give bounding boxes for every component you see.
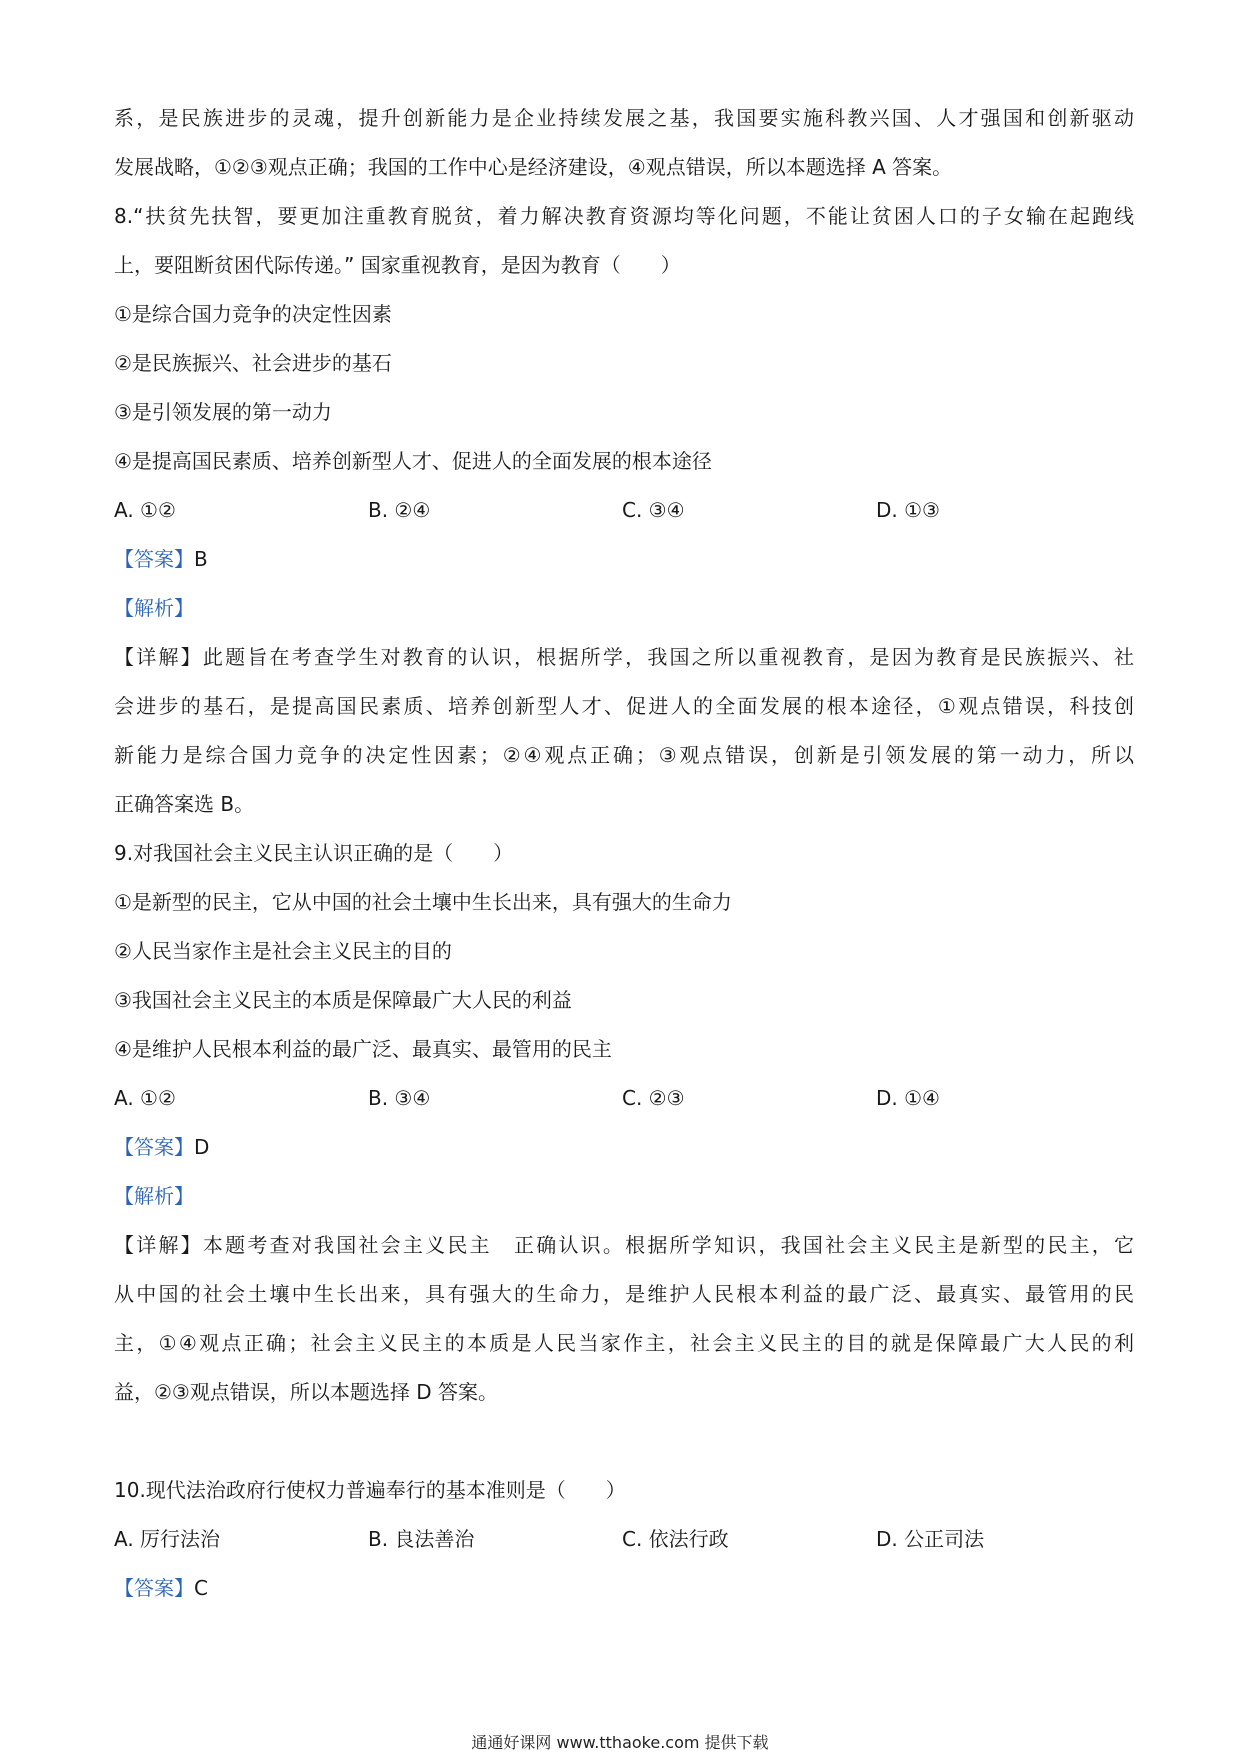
q8-answer-value: B bbox=[194, 547, 208, 571]
q9-option-c: C. ②③ bbox=[622, 1086, 685, 1110]
q9-detail-line-1 bbox=[114, 1231, 1134, 1259]
q8-detail-line-1 bbox=[114, 643, 1134, 671]
q9-detail-line-4: 益，②③观点错误，所以本题选择 D 答案。 bbox=[114, 1380, 498, 1404]
q10-answer-tag: 【答案】 bbox=[114, 1576, 194, 1600]
q8-answer-tag: 【答案】 bbox=[114, 547, 194, 571]
q8-option-a: A. ①② bbox=[114, 498, 176, 522]
q8-item-3: ③是引领发展的第一动力 bbox=[114, 400, 332, 424]
q8-detail-line-3: 新能力是综合国力竞争的决定性因素；②④观点正确；③观点错误，创新是引领发展的第一动力，所以 bbox=[114, 743, 1134, 767]
q9-detail-tag: 【详解】 bbox=[114, 1233, 203, 1257]
q9-item-1: ①是新型的民主，它从中国的社会土壤中生长出来，具有强大的生命力 bbox=[114, 890, 732, 914]
intro-line-2: 发展战略，①②③观点正确；我国的工作中心是经济建设，④观点错误，所以本题选择 A 答案。 bbox=[114, 155, 953, 179]
q8-stem-line-2: 上，要阻断贫困代际传递。” 国家重视教育，是因为教育（ ） bbox=[114, 253, 681, 277]
q9-item-2: ②人民当家作主是社会主义民主的目的 bbox=[114, 939, 452, 963]
q10-answer-value: C bbox=[194, 1576, 208, 1600]
q8-stem-line-1: 8.“扶贫先扶智，要更加注重教育脱贫，着力解决教育资源均等化问题，不能让贫困人口的子女输在起跑线 bbox=[114, 204, 1134, 228]
intro-line-1: 系，是民族进步的灵魂，提升创新能力是企业持续发展之基，我国要实施科教兴国、人才强国和创新驱动 bbox=[114, 106, 1134, 130]
q9-item-3: ③我国社会主义民主的本质是保障最广大人民的利益 bbox=[114, 988, 572, 1012]
q8-analysis-tag: 【解析】 bbox=[114, 596, 194, 620]
q9-option-a: A. ①② bbox=[114, 1086, 176, 1110]
q8-detail-line-4: 正确答案选 B。 bbox=[114, 792, 255, 816]
q9-option-d: D. ①④ bbox=[876, 1086, 940, 1110]
q10-option-d: D. 公正司法 bbox=[876, 1527, 985, 1551]
q8-detail-tag: 【详解】 bbox=[114, 645, 203, 669]
q8-option-d: D. ①③ bbox=[876, 498, 940, 522]
q9-analysis-line bbox=[114, 1182, 1134, 1210]
q8-detail-text-1: 此题旨在考查学生对教育的认识，根据所学，我国之所以重视教育，是因为教育是民族振兴、社 bbox=[202, 645, 1135, 669]
q9-detail-line-2: 从中国的社会土壤中生长出来，具有强大的生命力，是维护人民根本利益的最广泛、最真实、最管用的民 bbox=[114, 1282, 1134, 1306]
q9-stem: 9.对我国社会主义民主认识正确的是（ ） bbox=[114, 841, 514, 865]
q10-answer-line bbox=[114, 1574, 1134, 1602]
q8-detail-line-2: 会进步的基石，是提高国民素质、培养创新型人才、促进人的全面发展的根本途径，①观点错误，科技创 bbox=[114, 694, 1134, 718]
q9-option-b: B. ③④ bbox=[368, 1086, 431, 1110]
q9-analysis-tag: 【解析】 bbox=[114, 1184, 194, 1208]
q9-detail-line-3: 主，①④观点正确；社会主义民主的本质是人民当家作主，社会主义民主的目的就是保障最广大人民的利 bbox=[114, 1331, 1134, 1355]
q8-item-1: ①是综合国力竞争的决定性因素 bbox=[114, 302, 392, 326]
q9-detail-text-1: 本题考查对我国社会主义民主 正确认识。根据所学知识，我国社会主义民主是新型的民主，它 bbox=[202, 1233, 1135, 1257]
q8-analysis-line bbox=[114, 594, 1134, 622]
page-footer: 通通好课网 www.tthaoke.com 提供下载 bbox=[471, 1733, 769, 1752]
q8-option-b: B. ②④ bbox=[368, 498, 431, 522]
q9-answer-tag: 【答案】 bbox=[114, 1135, 194, 1159]
q8-item-4: ④是提高国民素质、培养创新型人才、促进人的全面发展的根本途径 bbox=[114, 449, 712, 473]
q10-stem: 10.现代法治政府行使权力普遍奉行的基本准则是（ ） bbox=[114, 1478, 626, 1502]
q8-answer-line bbox=[114, 545, 1134, 573]
q9-answer-line bbox=[114, 1133, 1134, 1161]
q10-option-b: B. 良法善治 bbox=[368, 1527, 475, 1551]
q8-option-c: C. ③④ bbox=[622, 498, 685, 522]
q10-option-a: A. 厉行法治 bbox=[114, 1527, 221, 1551]
q9-item-4: ④是维护人民根本利益的最广泛、最真实、最管用的民主 bbox=[114, 1037, 612, 1061]
q9-answer-value: D bbox=[194, 1135, 210, 1159]
q10-option-c: C. 依法行政 bbox=[622, 1527, 729, 1551]
q8-item-2: ②是民族振兴、社会进步的基石 bbox=[114, 351, 392, 375]
